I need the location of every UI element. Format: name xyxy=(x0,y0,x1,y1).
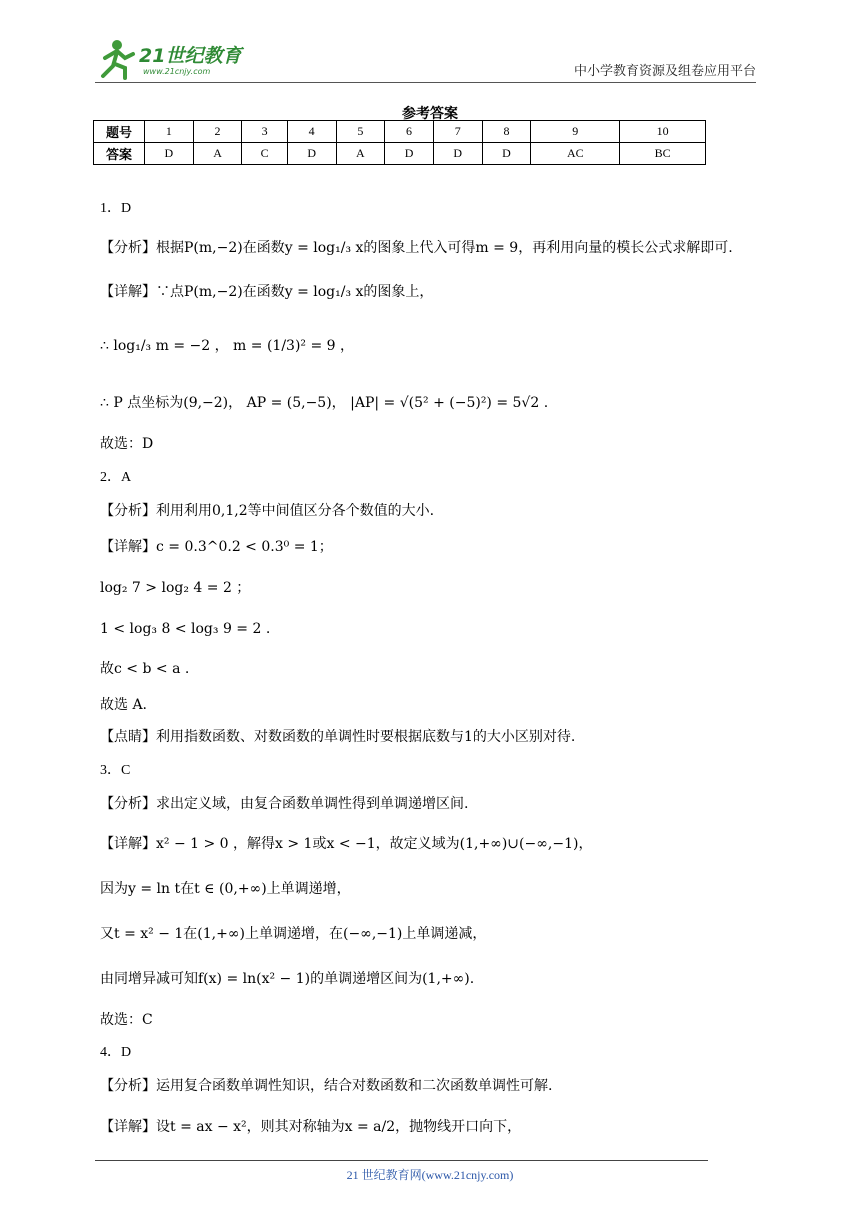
math-line: log₂ 7 > log₂ 4 = 2 ； xyxy=(100,580,251,596)
table-cell: 4 xyxy=(287,121,336,143)
table-cell: D xyxy=(433,143,482,165)
table-cell: D xyxy=(287,143,336,165)
answer-title: 参考答案 xyxy=(402,106,458,122)
table-cell: D xyxy=(482,143,531,165)
row-label: 答案 xyxy=(94,143,145,165)
table-cell: A xyxy=(193,143,242,165)
row-label: 题号 xyxy=(94,121,145,143)
table-cell: 8 xyxy=(482,121,531,143)
header-divider xyxy=(95,82,756,83)
question-heading: 4．D xyxy=(100,1045,132,1060)
footer-divider xyxy=(95,1160,708,1161)
table-cell: 3 xyxy=(242,121,287,143)
runner-icon xyxy=(103,40,133,78)
table-cell: BC xyxy=(620,143,706,165)
analysis-line: 【分析】利用利用0,1,2等中间值区分各个数值的大小. xyxy=(100,503,435,519)
question-heading: 2．A xyxy=(100,470,132,485)
math-line: 由同增异减可知f(x) = ln(x² − 1)的单调递增区间为(1,+∞). xyxy=(100,971,475,987)
analysis-line: 【分析】根据P(m,−2)在函数y = log₁/₃ x的图象上代入可得m = 9，再利用向量的模长公式求解即可. xyxy=(100,240,733,256)
analysis-line: 【分析】运用复合函数单调性知识，结合对数函数和二次函数单调性可解. xyxy=(100,1078,553,1094)
logo-text: 21世纪教育 xyxy=(139,45,242,67)
math-line: ∴ P 点坐标为(9,−2)， AP = (5,−5)， |AP| = √(5² + (−5)²) = 5√2 . xyxy=(100,395,549,411)
detail-line: 【详解】c = 0.3^0.2 < 0.3⁰ = 1； xyxy=(100,539,333,555)
logo-url: www.21cnjy.com xyxy=(143,67,211,76)
table-row-answers xyxy=(94,143,706,165)
footer-text: 21 世纪教育网(www.21cnjy.com) xyxy=(346,1168,514,1182)
table-cell: A xyxy=(336,143,385,165)
table-cell: D xyxy=(385,143,434,165)
table-cell: 1 xyxy=(145,121,194,143)
analysis-line: 【分析】求出定义域，由复合函数单调性得到单调递增区间. xyxy=(100,796,469,812)
choice-line: 故选：C xyxy=(100,1012,153,1028)
detail-line: 【详解】设t = ax − x²，则其对称轴为x = a/2，抛物线开口向下， xyxy=(100,1119,522,1135)
table-cell: C xyxy=(242,143,287,165)
remark-line: 【点睛】利用指数函数、对数函数的单调性时要根据底数与1的大小区别对待. xyxy=(100,729,576,745)
table-cell: 7 xyxy=(433,121,482,143)
table-cell: 6 xyxy=(385,121,434,143)
site-tagline: 中小学教育资源及组卷应用平台 xyxy=(573,64,756,79)
question-heading: 1．D xyxy=(100,201,132,216)
table-cell: D xyxy=(145,143,194,165)
site-logo xyxy=(95,36,260,80)
choice-line: 故选 A. xyxy=(100,697,148,713)
math-line: 因为y = ln t在t ∈ (0,+∞)上单调递增， xyxy=(100,881,351,897)
answer-table xyxy=(93,120,706,165)
question-heading: 3．C xyxy=(100,763,131,778)
table-cell: 10 xyxy=(620,121,706,143)
detail-line: 【详解】x² − 1 > 0 ，解得x > 1或x < −1，故定义域为(1,+∞)∪(−∞,−1)， xyxy=(100,836,593,852)
detail-line: 【详解】∵点P(m,−2)在函数y = log₁/₃ x的图象上， xyxy=(100,284,434,300)
table-row-numbers xyxy=(94,121,706,143)
table-cell: 5 xyxy=(336,121,385,143)
math-line: ∴ log₁/₃ m = −2 ， m = (1/3)² = 9 ， xyxy=(100,338,355,354)
math-line: 1 < log₃ 8 < log₃ 9 = 2 . xyxy=(100,621,271,637)
math-line: 故c < b < a . xyxy=(100,661,190,677)
table-cell: 2 xyxy=(193,121,242,143)
table-cell: 9 xyxy=(531,121,620,143)
table-cell: AC xyxy=(531,143,620,165)
choice-line: 故选：D xyxy=(100,436,154,452)
math-line: 又t = x² − 1在(1,+∞)上单调递增，在(−∞,−1)上单调递减， xyxy=(100,926,487,942)
